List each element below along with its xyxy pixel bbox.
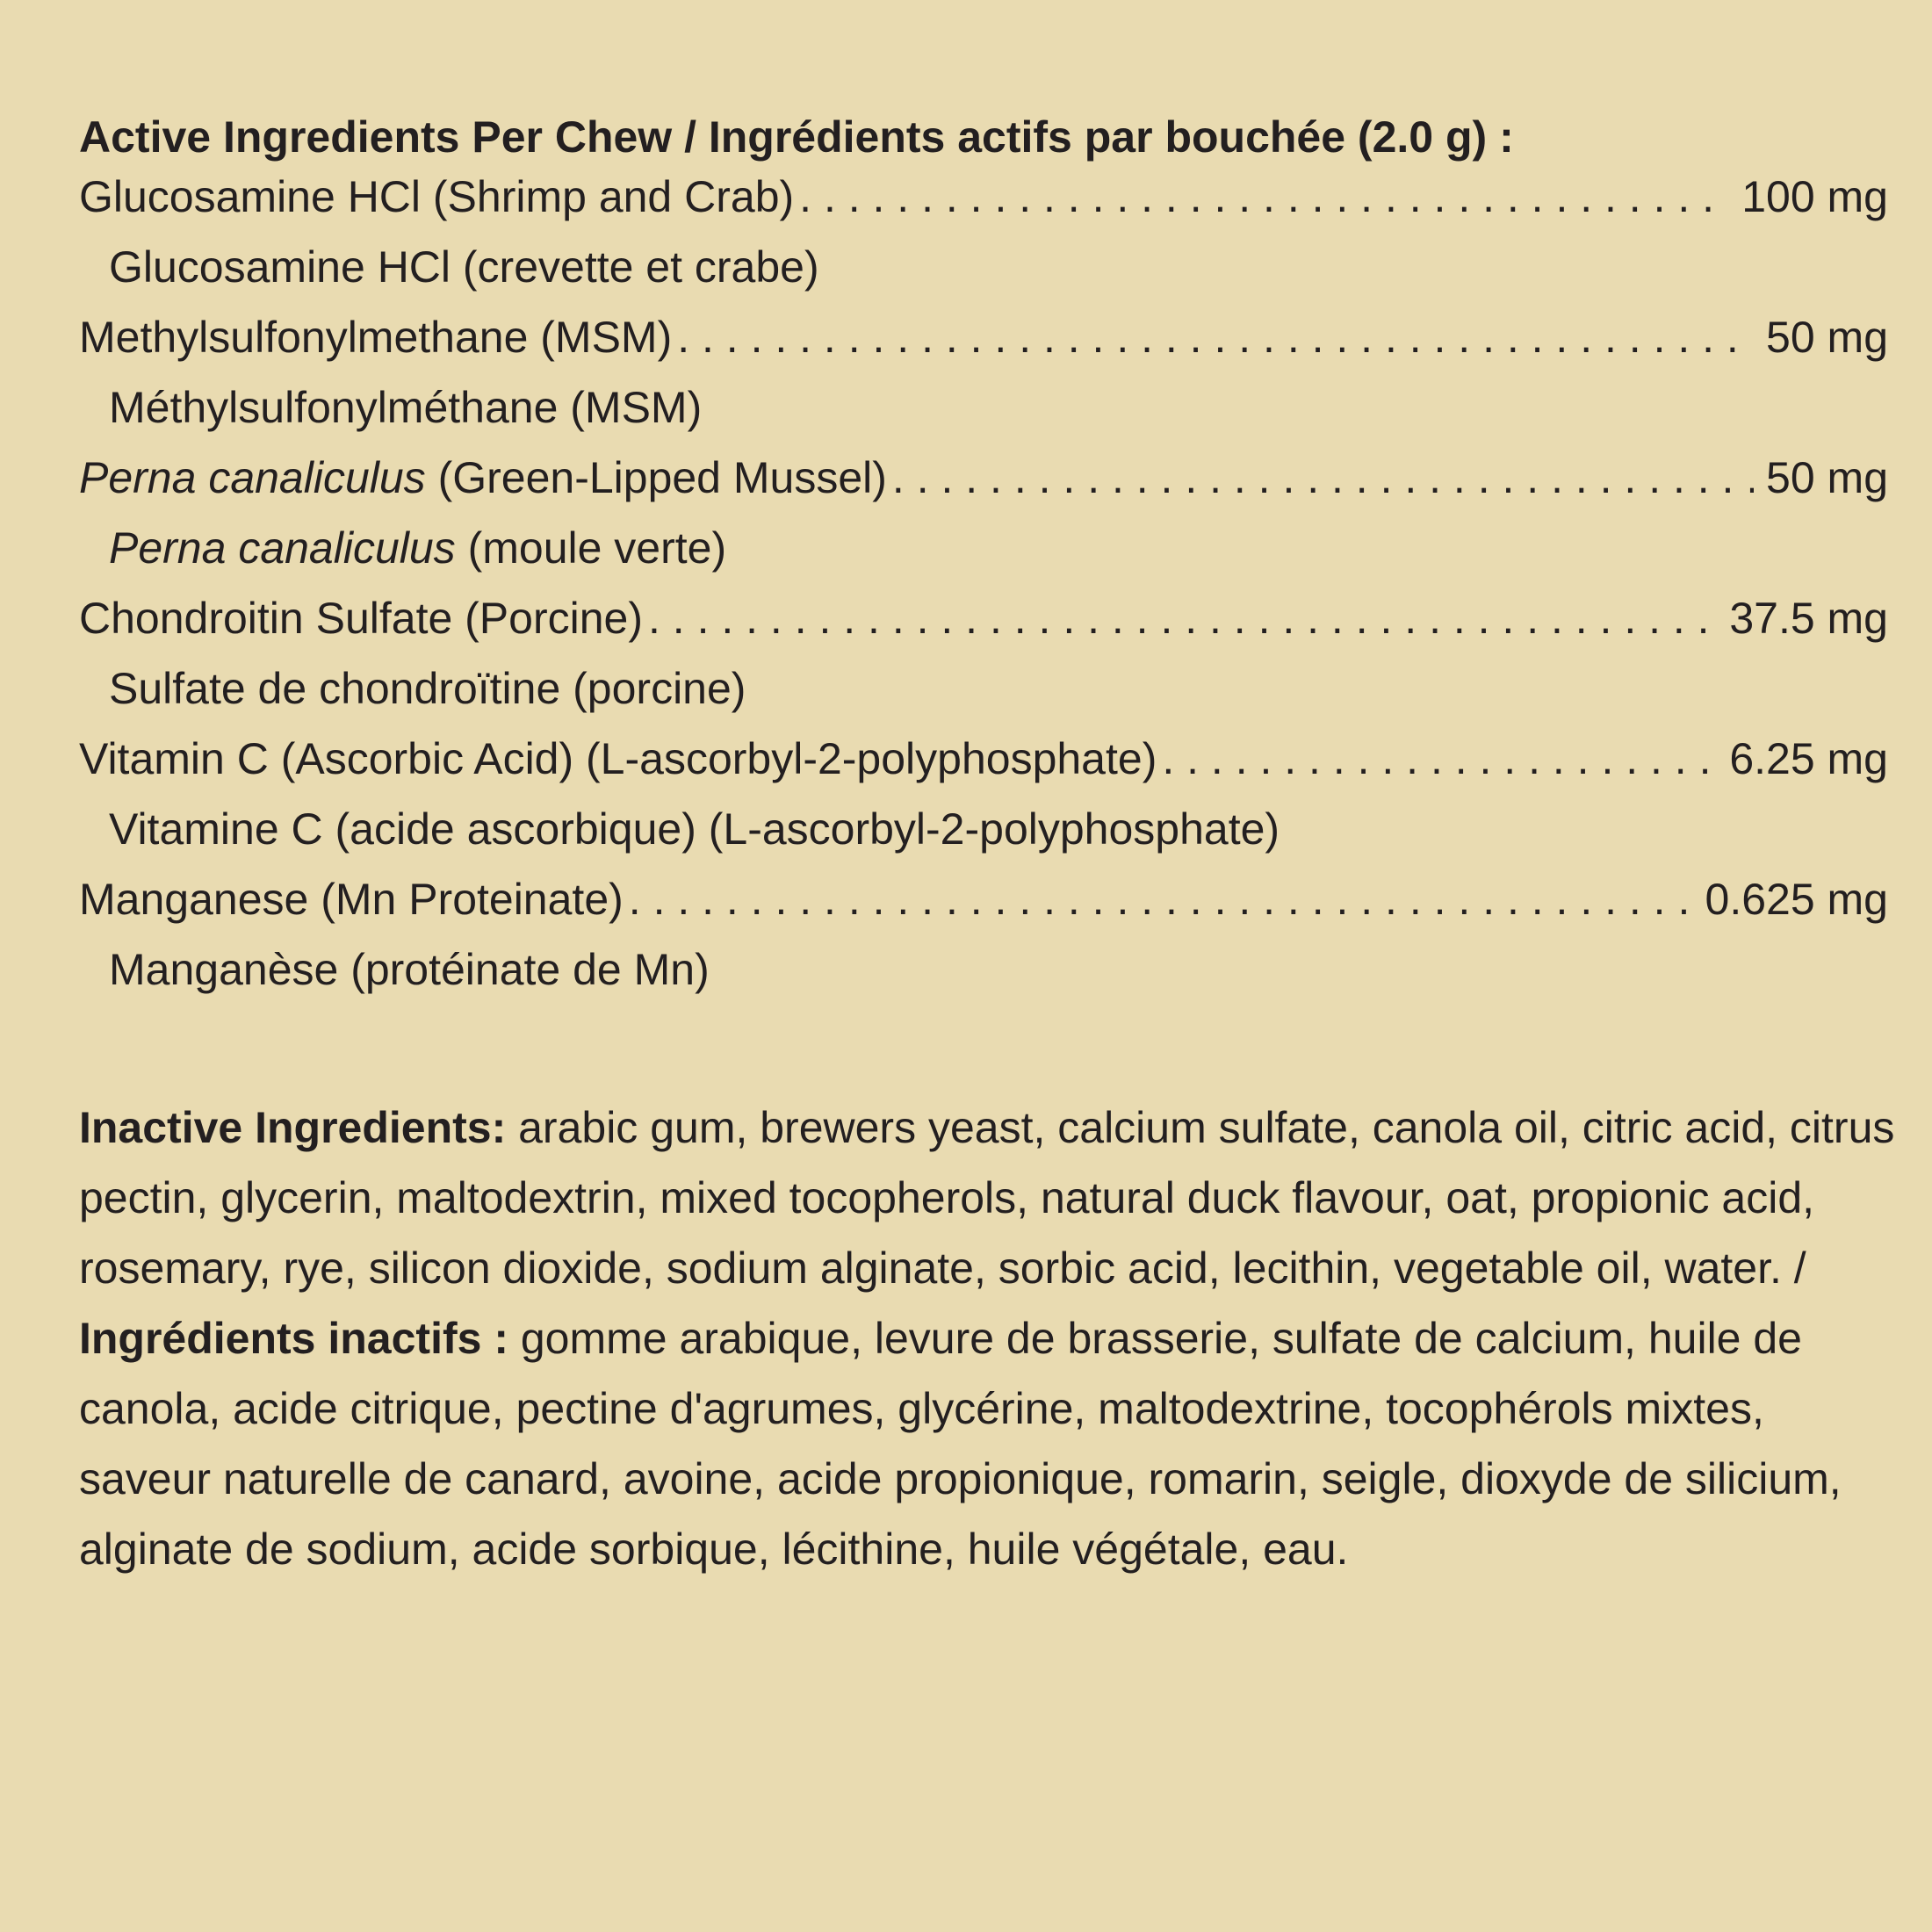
ingredient-name — [79, 453, 887, 502]
ingredient-name-rest: (Green-Lipped Mussel) — [425, 453, 887, 502]
ingredient-name-fr: Manganèse (protéinate de Mn) — [109, 945, 710, 994]
ingredient-row-chondroitin — [79, 594, 1888, 664]
ingredient-name-fr — [79, 523, 1888, 594]
ingredient-amount: 50 mg — [1766, 313, 1888, 362]
ingredient-amount: 37.5 mg — [1729, 594, 1888, 643]
ingredient-name-fr: Sulfate de chondroïtine (porcine) — [109, 664, 746, 713]
ingredient-name: Methylsulfonylmethane (MSM) — [79, 313, 673, 362]
dot-leader — [1157, 734, 1717, 783]
ingredient-row-vitamin-c — [79, 734, 1888, 804]
ingredient-name-fr-rest: (moule verte) — [455, 523, 727, 573]
inactive-ingredients-heading-fr: Ingrédients inactifs : — [79, 1314, 508, 1363]
ingredient-amount: 100 mg — [1741, 172, 1888, 221]
ingredient-name: Glucosamine HCl (Shrimp and Crab) — [79, 172, 795, 221]
dot-leader — [672, 313, 1754, 362]
dot-leader — [624, 875, 1693, 924]
ingredient-amount: 0.625 mg — [1705, 875, 1888, 924]
ingredients-label — [79, 112, 1895, 1584]
dot-leader — [643, 594, 1717, 643]
inactive-ingredients-list-fr: gomme arabique, levure de brasserie, sulfate de calcium, huile de canola, acide citrique, pectine d'agrumes, glycérine, maltodextrine, tocophérols mixtes, saveur naturelle de canard, avoine, acide propionique, romarin, seigle, dioxyde de silicium, alginate de sodium, acide sorbique, lécithine, huile végétale, eau. — [79, 1314, 1842, 1574]
ingredient-row-glucosamine — [79, 172, 1888, 242]
ingredient-name-fr: Vitamine C (acide ascorbique) (L-ascorbyl-2-polyphosphate) — [109, 804, 1280, 854]
inactive-ingredients — [79, 1092, 1906, 1584]
ingredient-row-perna — [79, 453, 1888, 523]
ingredient-name-fr: Glucosamine HCl (crevette et crabe) — [109, 242, 819, 292]
ingredient-name: Vitamin C (Ascorbic Acid) (L-ascorbyl-2-polyphosphate) — [79, 734, 1157, 783]
ingredient-name-fr-italic: Perna canaliculus — [109, 523, 456, 573]
ingredient-row-msm — [79, 313, 1888, 383]
active-ingredients-heading: Active Ingredients Per Chew / Ingrédients actifs par bouchée (2.0 g) : — [79, 112, 1514, 162]
ingredient-name: Manganese (Mn Proteinate) — [79, 875, 624, 924]
inactive-ingredients-heading: Inactive Ingredients: — [79, 1103, 507, 1152]
ingredient-amount: 6.25 mg — [1729, 734, 1888, 783]
ingredient-row-manganese — [79, 875, 1888, 945]
dot-leader — [794, 172, 1729, 221]
ingredient-name-italic: Perna canaliculus — [79, 453, 426, 502]
ingredient-amount: 50 mg — [1766, 453, 1888, 502]
inactive-ingredients-list: arabic gum, brewers yeast, calcium sulfate, canola oil, citric acid, citrus pectin, glycerin, maltodextrin, mixed tocopherols, natural duck flavour, oat, propionic acid, rosemary, rye, silicon dioxide, sodium alginate, sorbic acid, lecithin, vegetable oil, water. / — [79, 1103, 1895, 1293]
dot-leader — [887, 453, 1754, 502]
ingredient-name-fr: Méthylsulfonylméthane (MSM) — [109, 383, 703, 432]
ingredient-name: Chondroitin Sulfate (Porcine) — [79, 594, 643, 643]
